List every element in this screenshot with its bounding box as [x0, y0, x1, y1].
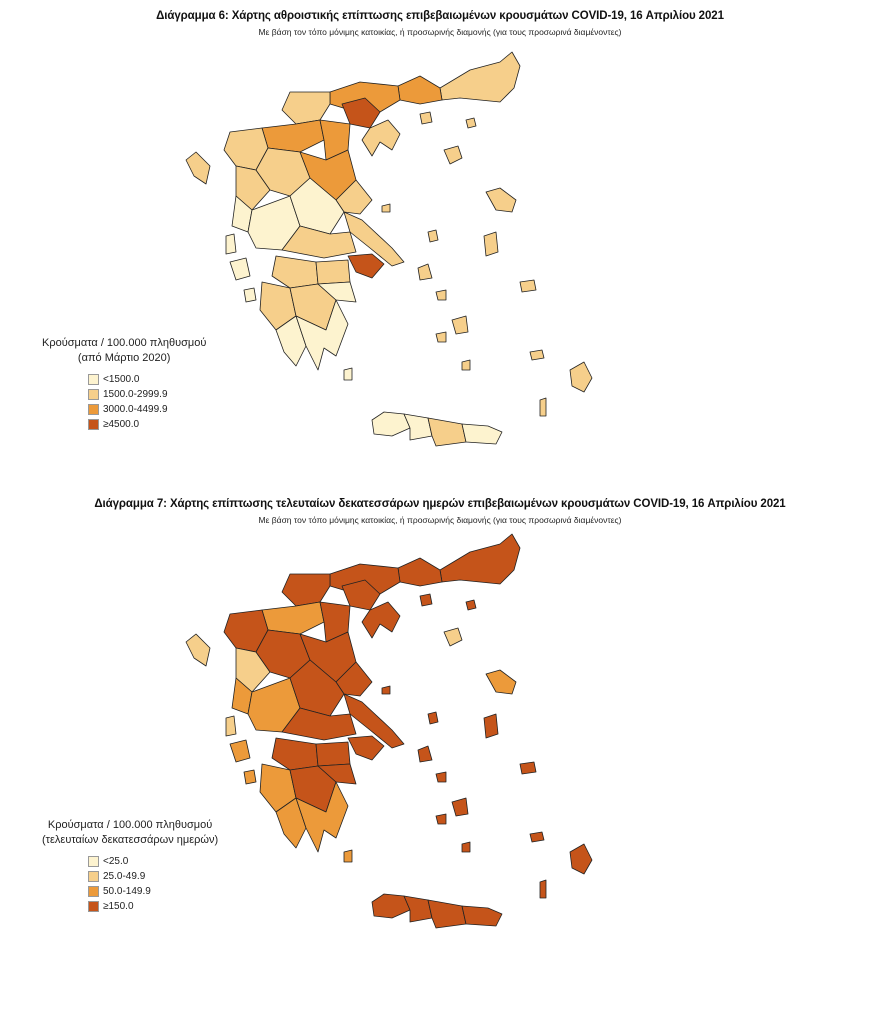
- region-kythira: [344, 368, 352, 380]
- region-thrace: [440, 52, 520, 102]
- region-corinthia: [316, 260, 350, 284]
- region-achaia: [272, 256, 318, 288]
- map-subtitle: Με βάση τον τόπο μόνιμης κατοικίας, ή προσωρινής διαμονής (για τους προσωρινά διαμένοντες): [258, 515, 622, 525]
- legend-swatch: [88, 404, 99, 415]
- region-kos: [530, 350, 544, 360]
- legend-label: 1500.0-2999.9: [103, 389, 168, 400]
- region-zakynthos: [244, 288, 256, 302]
- legend-item: [88, 387, 206, 402]
- region-achaia: [272, 738, 318, 770]
- legend-title: Κρούσματα / 100.000 πληθυσμού: [42, 337, 207, 349]
- region-corinthia: [316, 742, 350, 766]
- region-samos: [520, 280, 536, 292]
- legend-swatch: [88, 419, 99, 430]
- region-lefkada: [226, 234, 236, 254]
- region-samos: [520, 762, 536, 774]
- legend-label: <1500.0: [103, 374, 140, 385]
- region-thrace: [440, 534, 520, 584]
- region-kefalonia: [230, 258, 250, 280]
- legend-label: 25.0-49.9: [103, 871, 146, 882]
- map-subtitle: Με βάση τον τόπο μόνιμης κατοικίας, ή προσωρινής διαμονής (για τους προσωρινά διαμένοντες): [258, 27, 622, 37]
- region-kozani: [262, 602, 324, 634]
- legend-item: [88, 869, 218, 884]
- map-figure-7: [0, 488, 880, 958]
- legend-label: ≥4500.0: [103, 419, 140, 430]
- region-rhodes: [570, 362, 592, 392]
- region-karpathos: [540, 398, 546, 416]
- legend-subtitle: (από Μάρτιο 2020): [77, 352, 171, 364]
- region-east-macedonia: [398, 76, 442, 104]
- map-legend: [42, 336, 206, 432]
- region-east-macedonia: [398, 558, 442, 586]
- legend-item: [88, 899, 218, 914]
- region-karpathos: [540, 880, 546, 898]
- legend-label: 50.0-149.9: [103, 886, 151, 897]
- region-santorini: [462, 360, 470, 370]
- legend-label: ≥150.0: [103, 901, 134, 912]
- region-samothraki: [466, 118, 476, 128]
- region-andros: [418, 746, 432, 762]
- region-chios: [484, 714, 498, 738]
- legend-item: [88, 372, 206, 387]
- region-west-macedonia-n: [282, 92, 330, 124]
- legend-swatch: [88, 871, 99, 882]
- legend-item: [88, 884, 218, 899]
- legend-subtitle: (τελευταίων δεκατεσσάρων ημερών): [42, 834, 219, 846]
- region-thasos: [420, 594, 432, 606]
- legend-item: [88, 417, 206, 432]
- region-lesvos: [486, 188, 516, 212]
- region-heraklion: [428, 900, 466, 928]
- map-figure-6: [0, 0, 880, 480]
- region-rhodes: [570, 844, 592, 874]
- legend-item: [88, 402, 206, 417]
- region-santorini: [462, 842, 470, 852]
- region-samothraki: [466, 600, 476, 610]
- legend-swatch: [88, 374, 99, 385]
- region-chios: [484, 232, 498, 256]
- region-kefalonia: [230, 740, 250, 762]
- region-lasithi: [462, 424, 502, 444]
- region-lefkada: [226, 716, 236, 736]
- region-skyros: [428, 712, 438, 724]
- region-naxos: [452, 316, 468, 334]
- region-lesvos: [486, 670, 516, 694]
- legend-swatch: [88, 901, 99, 912]
- region-corfu: [186, 634, 210, 666]
- legend-swatch: [88, 389, 99, 400]
- legend-swatch: [88, 886, 99, 897]
- region-paros: [436, 814, 446, 824]
- region-paros: [436, 332, 446, 342]
- region-corfu: [186, 152, 210, 184]
- region-attica: [348, 736, 384, 760]
- region-thasos: [420, 112, 432, 124]
- legend-label: 3000.0-4499.9: [103, 404, 168, 415]
- region-kos: [530, 832, 544, 842]
- map-legend: [42, 818, 218, 914]
- region-tinos: [436, 290, 446, 300]
- legend-item: [88, 854, 218, 869]
- region-andros: [418, 264, 432, 280]
- region-skiathos: [382, 204, 390, 212]
- region-attica: [348, 254, 384, 278]
- region-tinos: [436, 772, 446, 782]
- region-limnos: [444, 628, 462, 646]
- map-title: Διάγραμμα 6: Χάρτης αθροιστικής επίπτωσης επιβεβαιωμένων κρουσμάτων COVID-19, 16 Απριλίου 2021: [156, 10, 724, 22]
- legend-swatch: [88, 856, 99, 867]
- region-lasithi: [462, 906, 502, 926]
- region-west-macedonia-n: [282, 574, 330, 606]
- legend-title: Κρούσματα / 100.000 πληθυσμού: [47, 819, 213, 831]
- region-limnos: [444, 146, 462, 164]
- region-heraklion: [428, 418, 466, 446]
- legend-label: <25.0: [103, 856, 129, 867]
- region-naxos: [452, 798, 468, 816]
- region-skiathos: [382, 686, 390, 694]
- region-zakynthos: [244, 770, 256, 784]
- map-title: Διάγραμμα 7: Χάρτης επίπτωσης τελευταίων δεκατεσσάρων ημερών επιβεβαιωμένων κρουσμάτων COVID-19, 16 Απριλίου 2021: [94, 498, 786, 510]
- region-kozani: [262, 120, 324, 152]
- region-skyros: [428, 230, 438, 242]
- region-kythira: [344, 850, 352, 862]
